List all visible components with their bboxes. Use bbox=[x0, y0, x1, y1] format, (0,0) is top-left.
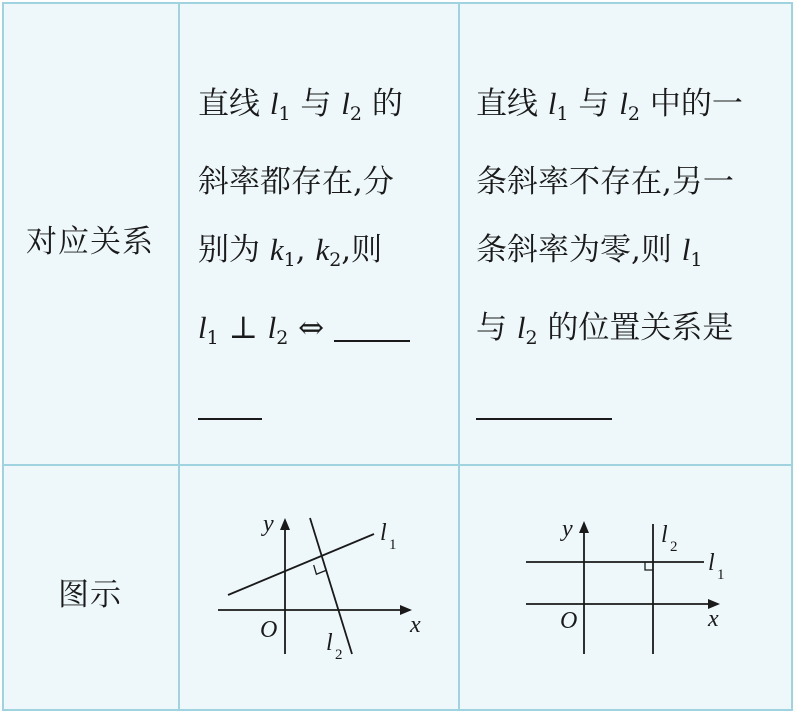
equivalence-symbol: ⇔ bbox=[288, 310, 334, 346]
subscript: 2 bbox=[627, 103, 641, 125]
l1-label: l bbox=[708, 550, 715, 576]
var-k: k bbox=[315, 232, 330, 267]
text: 的 bbox=[362, 86, 403, 122]
text: 与 bbox=[568, 86, 620, 122]
text: 直线 bbox=[476, 86, 548, 122]
row-header-figure: 图示 bbox=[58, 577, 122, 613]
row-divider bbox=[4, 464, 791, 466]
row-header-relation: 对应关系 bbox=[26, 224, 154, 260]
text-line: 条斜率不存在,另一 bbox=[476, 164, 734, 200]
subscript: 1 bbox=[283, 249, 296, 271]
l2-label: l bbox=[326, 630, 333, 656]
text-line: 斜率都存在,分 bbox=[198, 164, 394, 200]
text-line bbox=[476, 372, 743, 440]
subscript: 2 bbox=[349, 103, 363, 125]
var-l: l bbox=[516, 310, 526, 345]
l2-label: l bbox=[661, 522, 668, 548]
var-l: l bbox=[269, 86, 279, 121]
l2-subscript: 2 bbox=[670, 539, 678, 555]
l1-label: l bbox=[380, 520, 387, 546]
subscript: 2 bbox=[525, 327, 538, 349]
y-axis-arrow bbox=[280, 518, 290, 530]
figure-axis-parallel-lines bbox=[508, 504, 748, 674]
answer-blank-continued bbox=[198, 398, 262, 420]
column-divider-2 bbox=[458, 4, 460, 709]
var-l: l bbox=[619, 86, 628, 121]
text: 直线 bbox=[198, 86, 270, 122]
y-label: y bbox=[263, 511, 274, 537]
figure-perpendicular-lines bbox=[200, 504, 440, 674]
perpendicular-symbol: ⊥ bbox=[218, 310, 268, 346]
cell-slope-undefined bbox=[476, 70, 743, 440]
text-line bbox=[476, 216, 743, 294]
var-l: l bbox=[198, 310, 207, 345]
var-k: k bbox=[269, 232, 284, 267]
var-l: l bbox=[341, 86, 350, 121]
x-label: x bbox=[410, 612, 421, 638]
text: ,则 bbox=[341, 232, 383, 268]
subscript: 1 bbox=[690, 249, 703, 271]
text-line bbox=[476, 70, 743, 148]
right-angle-mark bbox=[645, 562, 653, 570]
line-l1 bbox=[228, 534, 374, 595]
l1-subscript: 1 bbox=[389, 537, 397, 553]
subscript: 1 bbox=[556, 103, 569, 125]
text-line bbox=[198, 372, 410, 440]
text: 的位置关系是 bbox=[537, 310, 734, 346]
text: 与 bbox=[290, 86, 342, 122]
column-divider-1 bbox=[178, 4, 180, 709]
var-l: l bbox=[267, 310, 277, 345]
relation-table bbox=[2, 2, 793, 711]
text: 中的一 bbox=[640, 86, 743, 122]
y-axis-arrow bbox=[579, 521, 589, 533]
origin-label: O bbox=[260, 617, 278, 643]
answer-blank bbox=[476, 398, 612, 420]
subscript: 2 bbox=[329, 249, 342, 271]
text-line bbox=[198, 216, 410, 294]
subscript: 1 bbox=[278, 103, 291, 125]
text: , bbox=[295, 232, 316, 268]
l1-subscript: 1 bbox=[717, 567, 725, 583]
var-l: l bbox=[681, 232, 691, 267]
y-label: y bbox=[562, 516, 573, 542]
answer-blank bbox=[334, 320, 410, 342]
cell-slopes-exist bbox=[198, 70, 410, 440]
text-line bbox=[198, 294, 410, 372]
text: 条斜率为零,则 bbox=[476, 232, 682, 268]
l2-subscript: 2 bbox=[335, 647, 343, 663]
x-label: x bbox=[708, 606, 719, 632]
text: 与 bbox=[476, 310, 517, 346]
right-angle-mark bbox=[314, 565, 326, 574]
text: 别为 bbox=[198, 232, 270, 268]
text-line bbox=[198, 70, 410, 148]
subscript: 1 bbox=[206, 327, 219, 349]
text-line bbox=[476, 294, 743, 372]
subscript: 2 bbox=[276, 327, 289, 349]
origin-label: O bbox=[560, 608, 578, 634]
var-l: l bbox=[547, 86, 557, 121]
